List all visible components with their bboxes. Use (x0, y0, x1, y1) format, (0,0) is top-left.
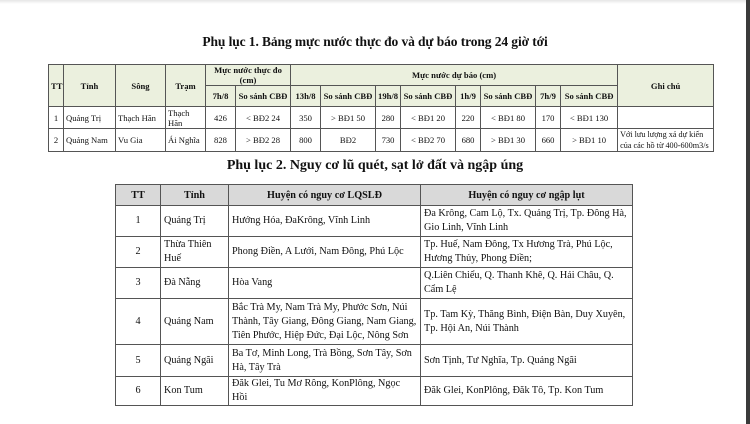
header-forecast-group: Mực nước dự báo (cm) (291, 65, 618, 86)
cell-tt: 4 (116, 299, 161, 345)
header-tt: TT (49, 65, 64, 107)
table-row (49, 129, 714, 152)
table-row (116, 377, 633, 406)
cell-value: > BĐ1 30 (481, 129, 536, 152)
page-top-shadow (0, 0, 750, 4)
cell-value: < BĐ1 130 (561, 107, 618, 129)
cell-tt: 2 (49, 129, 64, 152)
cell-river: Thạch Hãn (116, 107, 166, 129)
header-landslide-districts: Huyện có nguy cơ LQSLĐ (229, 185, 421, 206)
cell-tt: 3 (116, 268, 161, 299)
cell-tt: 5 (116, 345, 161, 377)
cell-landslide: Đăk Glei, Tu Mơ Rông, KonPlông, Ngọc Hồi (229, 377, 421, 406)
cell-value: < BĐ2 70 (401, 129, 456, 152)
header-time: 7h/8 (206, 86, 236, 107)
appendix1-title: Phụ lục 1. Bảng mực nước thực đo và dự báo trong 24 giờ tới (202, 34, 548, 49)
cell-value: 660 (536, 129, 561, 152)
header-notes: Ghi chú (618, 65, 714, 107)
cell-flood: Đăk Glei, KonPlông, Đăk Tô, Tp. Kon Tum (421, 377, 633, 406)
cell-tt: 2 (116, 237, 161, 268)
cell-province: Quảng Trị (161, 206, 229, 237)
header-compare: So sánh CBĐ (561, 86, 618, 107)
cell-value: 350 (291, 107, 321, 129)
header-river: Sông (116, 65, 166, 107)
appendix2-title: Phụ lục 2. Nguy cơ lũ quét, sạt lở đất và ngập úng (226, 158, 524, 173)
header-tt: TT (116, 185, 161, 206)
cell-note (618, 107, 714, 129)
cell-province: Quảng Nam (161, 299, 229, 345)
cell-flood: Tp. Huế, Nam Đông, Tx Hương Trà, Phú Lộc, Hương Thủy, Phong Điền; (421, 237, 633, 268)
cell-landslide: Phong Điền, A Lưới, Nam Đông, Phú Lộc (229, 237, 421, 268)
table-row (116, 206, 633, 237)
cell-flood: Q.Liên Chiểu, Q. Thanh Khê, Q. Hải Châu, Q. Cẩm Lệ (421, 268, 633, 299)
cell-landslide: Hòa Vang (229, 268, 421, 299)
table-row (116, 345, 633, 377)
cell-province: Kon Tum (161, 377, 229, 406)
header-measured-group: Mực nước thực đo (cm) (206, 65, 291, 86)
cell-flood: Tp. Tam Kỳ, Thăng Bình, Điện Bàn, Duy Xuyên, Tp. Hội An, Núi Thành (421, 299, 633, 345)
header-province: Tỉnh (64, 65, 116, 107)
cell-note: Với lưu lượng xả dự kiến của các hồ từ 400-600m3/s (618, 129, 714, 152)
cell-landslide: Bắc Trà My, Nam Trà My, Phước Sơn, Núi Thành, Tây Giang, Đông Giang, Nam Giang, Tiên Phước, Hiệp Đức, Đại Lộc, Nông Sơn (229, 299, 421, 345)
cell-value: 220 (456, 107, 481, 129)
cell-province: Quảng Trị (64, 107, 116, 129)
header-province: Tỉnh (161, 185, 229, 206)
header-station: Trạm (166, 65, 206, 107)
cell-value: 680 (456, 129, 481, 152)
header-compare: So sánh CBĐ (236, 86, 291, 107)
cell-tt: 1 (116, 206, 161, 237)
cell-value: 280 (376, 107, 401, 129)
cell-province: Quảng Nam (64, 129, 116, 152)
cell-station: Thạch Hãn (166, 107, 206, 129)
cell-station: Ái Nghĩa (166, 129, 206, 152)
header-compare: So sánh CBĐ (481, 86, 536, 107)
table-row (116, 268, 633, 299)
cell-value: > BĐ1 10 (561, 129, 618, 152)
header-time: 19h/8 (376, 86, 401, 107)
cell-landslide: Hướng Hóa, ĐaKrông, Vĩnh Linh (229, 206, 421, 237)
cell-value: > BĐ2 28 (236, 129, 291, 152)
cell-flood: Đa Krông, Cam Lộ, Tx. Quảng Trị, Tp. Đông Hà, Gio Linh, Vĩnh Linh (421, 206, 633, 237)
header-time: 1h/9 (456, 86, 481, 107)
flood-risk-table (115, 184, 633, 406)
cell-value: 730 (376, 129, 401, 152)
cell-flood: Sơn Tịnh, Tư Nghĩa, Tp. Quảng Ngãi (421, 345, 633, 377)
table-row (116, 237, 633, 268)
header-time: 7h/9 (536, 86, 561, 107)
table-row (116, 299, 633, 345)
cell-value: 170 (536, 107, 561, 129)
header-time: 13h/8 (291, 86, 321, 107)
cell-value: < BĐ2 24 (236, 107, 291, 129)
cell-value: < BĐ1 20 (401, 107, 456, 129)
cell-value: 828 (206, 129, 236, 152)
table-row (49, 107, 714, 129)
window-right-edge (746, 0, 750, 424)
cell-tt: 6 (116, 377, 161, 406)
cell-landslide: Ba Tơ, Minh Long, Trà Bồng, Sơn Tây, Sơn Hà, Tây Trà (229, 345, 421, 377)
cell-value: < BĐ1 80 (481, 107, 536, 129)
cell-river: Vu Gia (116, 129, 166, 152)
cell-value: 426 (206, 107, 236, 129)
cell-tt: 1 (49, 107, 64, 129)
water-level-table (48, 64, 714, 152)
cell-value: 800 (291, 129, 321, 152)
cell-value: > BĐ1 50 (321, 107, 376, 129)
header-compare: So sánh CBĐ (321, 86, 376, 107)
cell-province: Thừa Thiên Huế (161, 237, 229, 268)
cell-province: Đà Nẵng (161, 268, 229, 299)
header-compare: So sánh CBĐ (401, 86, 456, 107)
cell-value: BĐ2 (321, 129, 376, 152)
header-flood-districts: Huyện có nguy cơ ngập lụt (421, 185, 633, 206)
cell-province: Quảng Ngãi (161, 345, 229, 377)
